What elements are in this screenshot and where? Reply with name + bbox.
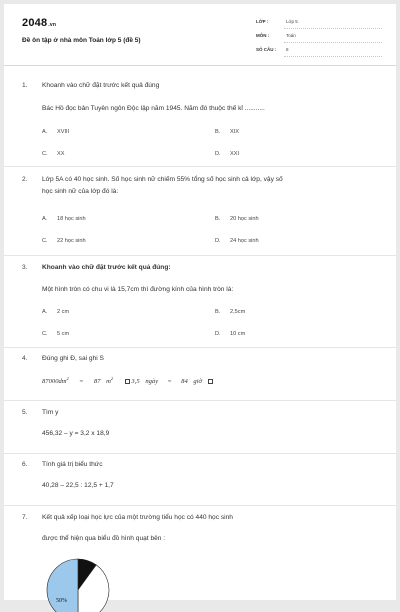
pie-chart [40,552,120,612]
worksheet: 2048.vn Đề ôn tập ở nhà môn Toán lớp 5 (đề 5) LỚP : Lớp 5 MÔN : Toán SỐ CÂU : 8 1. Khoanh vào chữ đặt trước kết quả đúng Bác Hồ đọc bản Tuyên ngôn Độc lập năm 1945. Năm đó thuộc thế kỉ ........... A. XVIII B. XIX C. XX D. XXI 2. Lớp 5A có 40 học sinh. Số học sinh nữ chiếm 55% tổng số học sinh cả lớp, vậy số học sinh nữ của lớp đó là: A. 18 học sinh B. 20 học sinh C. 22 học sinh D. 24 học sinh 3. Khoanh vào chữ đặt trước kết quả đúng: Một hình tròn có chu vi là 15,7cm thì đường kính của hình tròn là: A. 2 cm B. 2,5cm C. 5 cm D. 10 cm 4. Đúng ghi Đ, sai ghi S $87000dm^2 = 87$ $m^2$ 3,5 ngày = 84 giờ 5. Tìm y 456,32 – y = 3,2 x 18,9 6. Tính giá trị biểu thức 40,28 – 22,5 : 12,5 + 1,7 7. Kết quả xếp loại học lực của một trường tiểu học có 440 học sinh được thể hiện qua biểu đồ hình quạt bên : 10% 50% [4,4,396,600]
option-d[interactable]: D. 24 học sinh [215,238,259,244]
option-c[interactable]: C. 5 cm [42,331,70,337]
option-b[interactable]: B. XIX [215,129,240,135]
page-title: Đề ôn tập ở nhà môn Toán lớp 5 (đề 5) [22,37,141,44]
header [4,4,396,66]
answer-box-1[interactable] [125,379,130,384]
logo[interactable]: 2048.vn [22,17,57,29]
option-d[interactable]: D. 10 cm [215,331,246,337]
meta-class: LỚP : Lớp 5 [256,17,382,29]
meta-question-count: SỐ CÂU : 8 [256,45,382,57]
option-c[interactable]: C. XX [42,151,65,157]
option-c[interactable]: C. 22 học sinh [42,238,86,244]
slice-label-50: 50% [56,598,67,604]
option-d[interactable]: D. XXI [215,151,240,157]
option-a[interactable]: A. 18 học sinh [42,216,86,222]
option-a[interactable]: A. XVIII [42,129,70,135]
meta-subject: MÔN : Toán [256,31,382,43]
option-a[interactable]: A. 2 cm [42,309,70,315]
slice-label-10: 10% [81,567,92,573]
true-false-expression: $87000dm^2 = 87$ $m^2$ 3,5 ngày = 84 giờ [42,373,382,388]
answer-box-2[interactable] [208,379,213,384]
option-b[interactable]: B. 2,5cm [215,309,246,315]
pie-slice-2 [47,559,78,612]
option-b[interactable]: B. 20 học sinh [215,216,259,222]
